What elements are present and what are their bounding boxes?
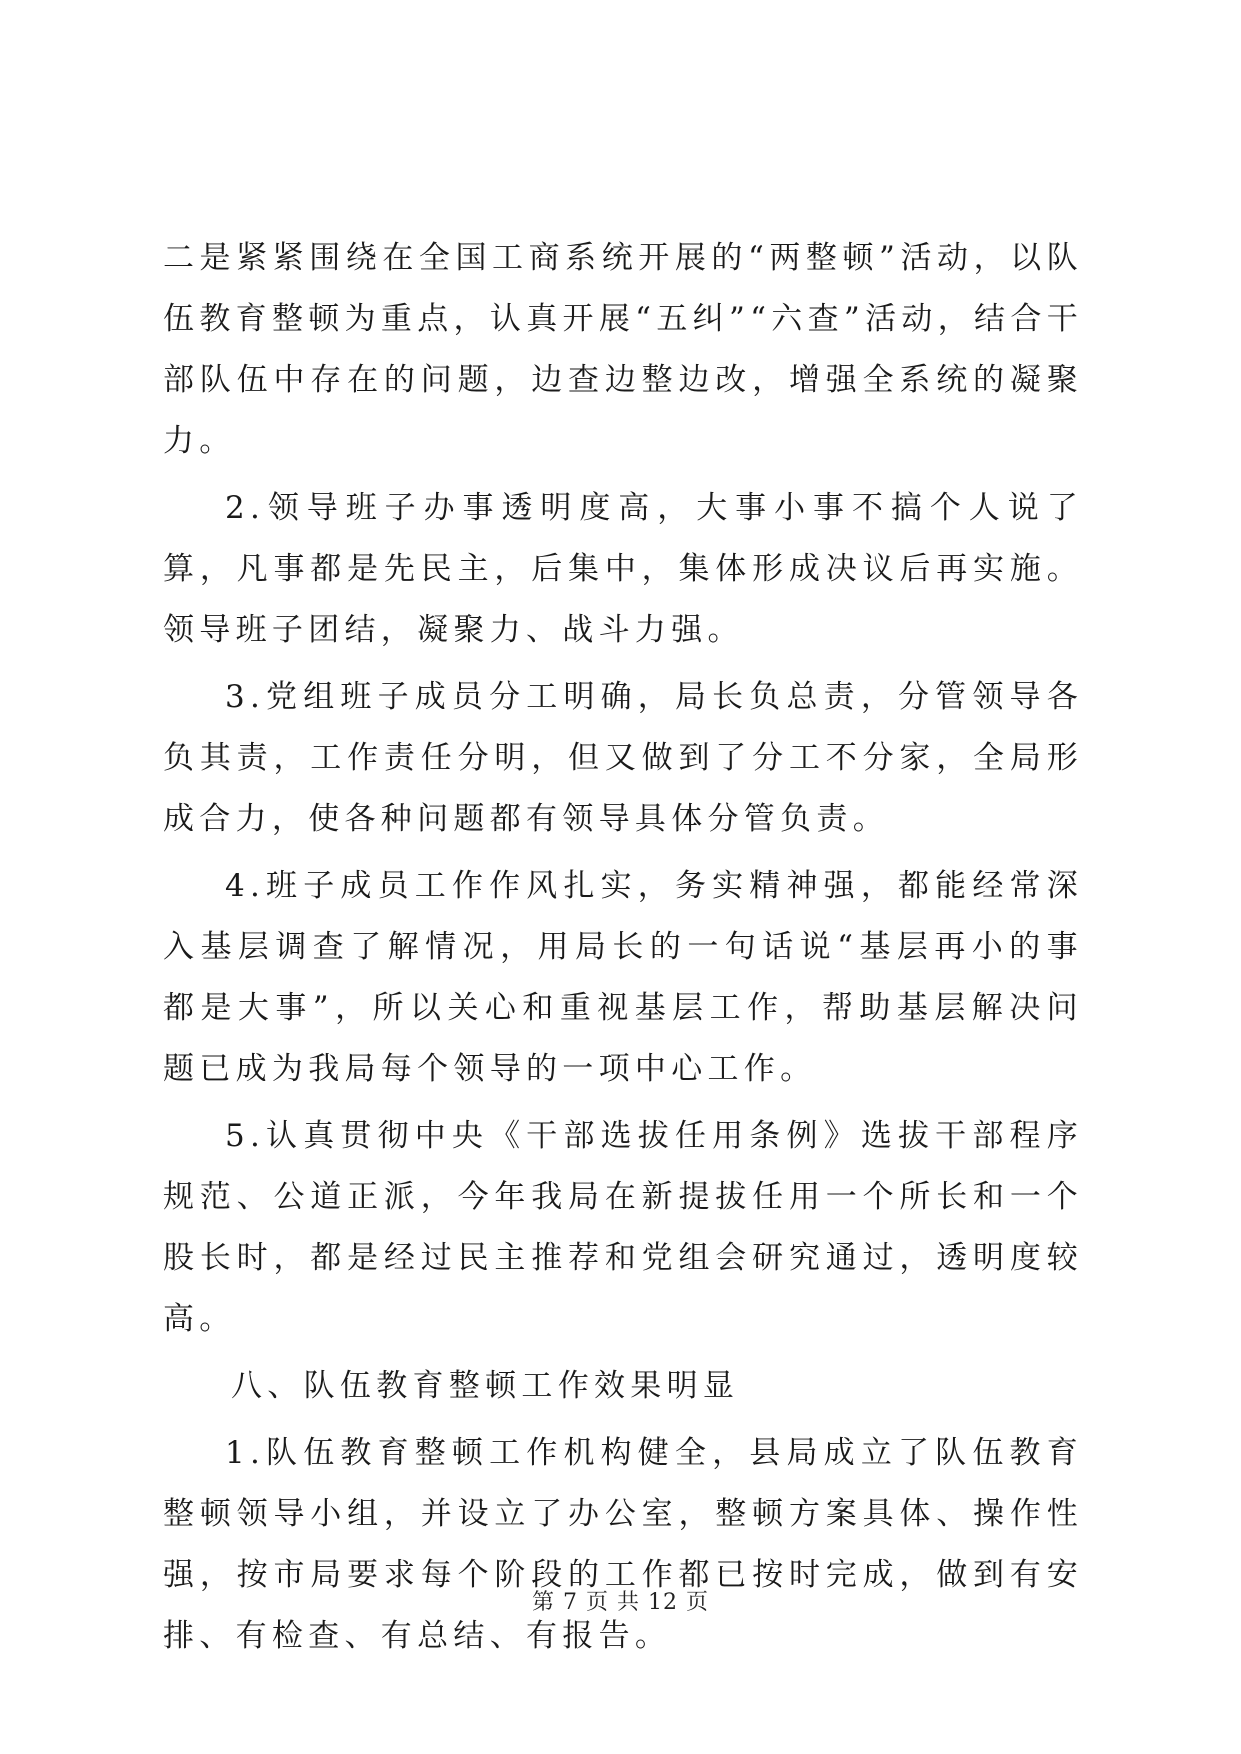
paragraph-item-3-division-of-work: 3.党组班子成员分工明确，局长负总责，分管领导各负其责，工作责任分明，但又做到了分工不分家，全局形成合力，使各种问题都有领导具体分管负责。 [163,679,1083,837]
document-body [163,228,1083,1667]
paragraph-team-rectification: 二是紧紧围绕在全国工商系统开展的“两整顿”活动，以队伍教育整顿为重点，认真开展“五纠”“六查”活动，结合干部队伍中存在的问题，边查边整边改，增强全系统的凝聚力。 [163,240,1083,459]
paragraph-item-2-transparency: 2.领导班子办事透明度高，大事小事不搞个人说了算，凡事都是先民主，后集中，集体形成决议后再实施。领导班子团结，凝聚力、战斗力强。 [163,490,1083,648]
paragraph-item-5-cadre-selection: 5.认真贯彻中央《干部选拔任用条例》选拔干部程序规范、公道正派，今年我局在新提拔任用一个所长和一个股长时，都是经过民主推荐和党组会研究通过，透明度较高。 [163,1118,1083,1337]
paragraph-item-1-organization: 1.队伍教育整顿工作机构健全，县局成立了队伍教育整顿领导小组，并设立了办公室，整顿方案具体、操作性强，按市局要求每个阶段的工作都已按时完成，做到有安排、有检查、有总结、有报告。 [163,1435,1083,1654]
section-heading-8: 八、队伍教育整顿工作效果明显 [231,1368,740,1404]
paragraph-item-4-work-style: 4.班子成员工作作风扎实，务实精神强，都能经常深入基层调查了解情况，用局长的一句话说“基层再小的事都是大事”，所以关心和重视基层工作，帮助基层解决问题已成为我局每个领导的一项中心工作。 [163,868,1083,1087]
page-number-footer: 第 7 页 共 12 页 [532,1590,709,1615]
